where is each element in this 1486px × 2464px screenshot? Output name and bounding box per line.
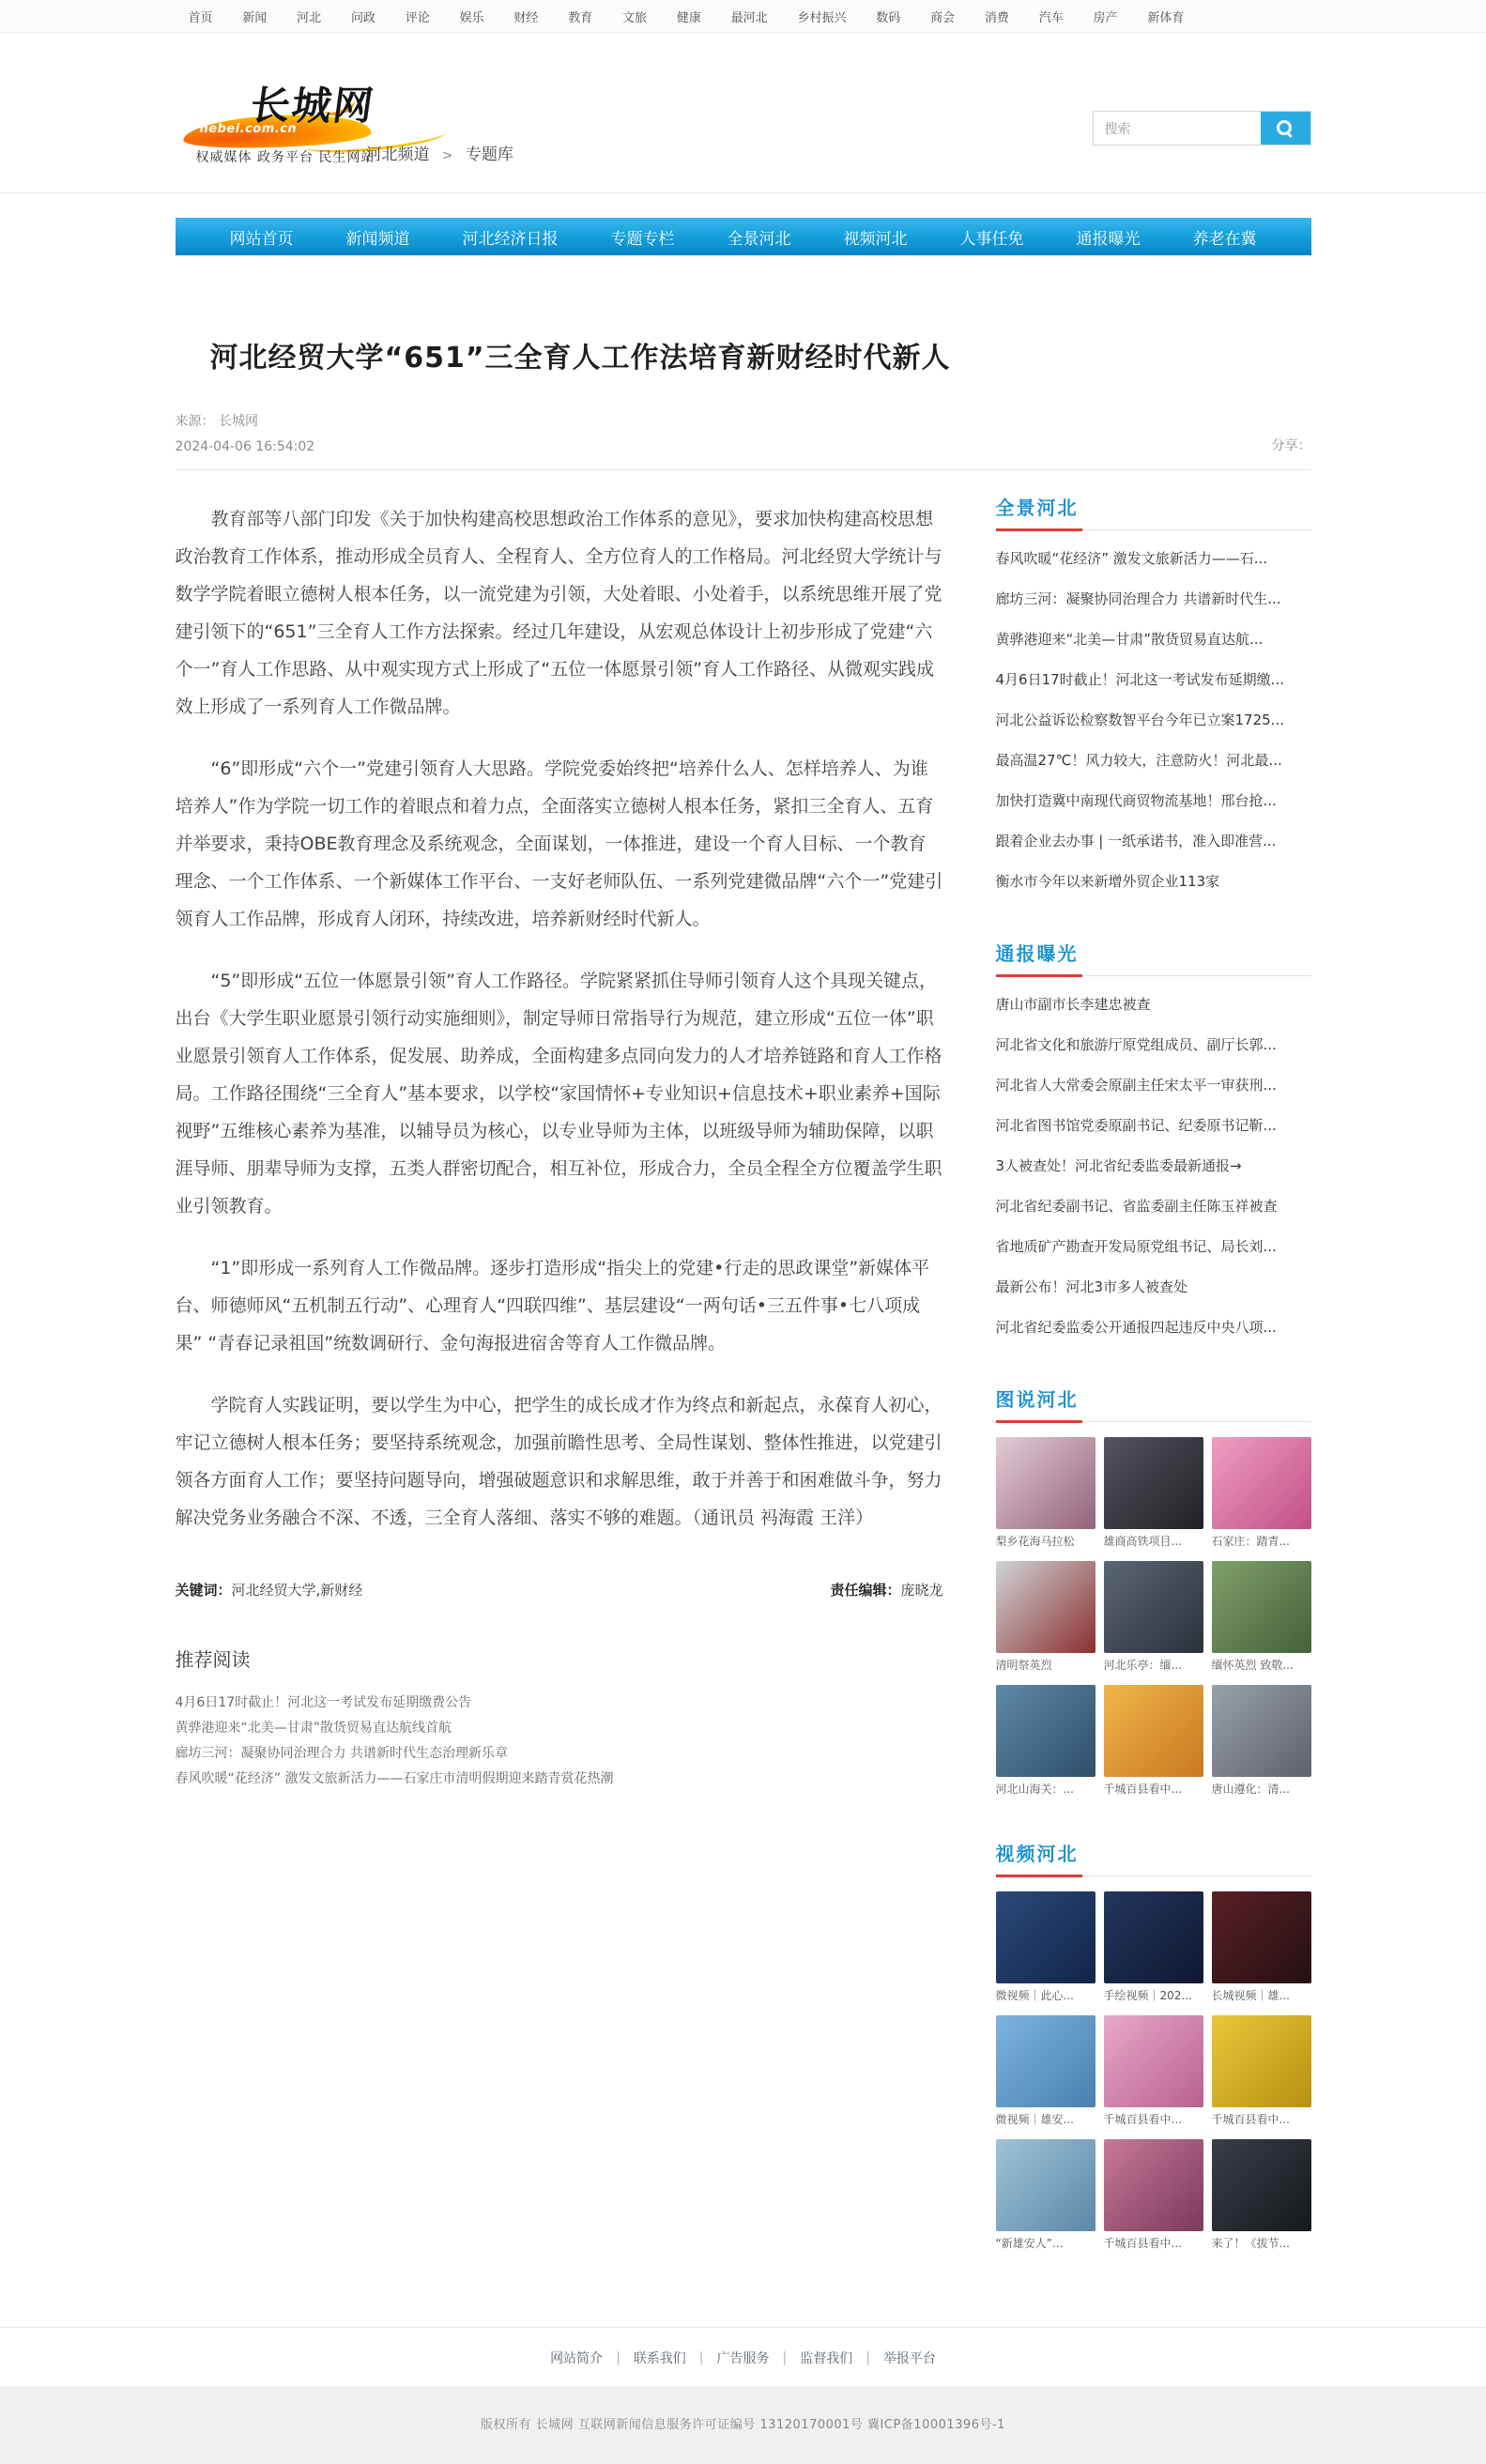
top-nav-realestate[interactable]: 房产	[1093, 10, 1118, 25]
top-nav-comment[interactable]: 评论	[405, 10, 430, 25]
recommend-title: 推荐阅读	[175, 1648, 251, 1671]
top-nav-news[interactable]: 新闻	[242, 10, 268, 25]
video-item[interactable]	[1212, 2015, 1311, 2132]
search-icon	[1276, 119, 1295, 138]
breadcrumb-current[interactable]: 专题库	[466, 145, 514, 164]
top-nav-sports[interactable]: 新体育	[1147, 10, 1185, 25]
main-nav-panorama-hebei[interactable]: 全景河北	[727, 229, 791, 249]
article-paragraph: “5”即形成“五位一体愿景引领”育人工作路径。学院紧紧抓住导师引领育人这个具现关键点，出台《大学生职业愿景引领行动实施细则》，制定导师日常指导行为规范，建立形成“五位一体”职业愿景引领育人工作体系，促发展、助养成，全面构建多点同向发力的人才培养链路和育人工作格局。工作路径围绕“三全育人”基本要求，以学校“家国情怀+专业知识+信息技术+职业素养+国际视野”五维核心素养为基准，以辅导员为核心，以专业导师为主体，以班级导师为辅助保障，以职涯导师、朋辈导师为支撑，五类人群密切配合，相互补位，形成合力，全员全程全方位覆盖学生职业引领教育。	[175, 971, 942, 1217]
photo-caption: 河北山海关：...	[995, 1783, 1074, 1796]
exposure-title: 通报曝光	[995, 942, 1079, 965]
footer-link-report[interactable]: 举报平台	[882, 2351, 936, 2366]
video-thumbnail[interactable]	[996, 1891, 1095, 1983]
video-thumbnail[interactable]	[1104, 1891, 1203, 1983]
photo-thumbnail[interactable]	[1104, 1561, 1203, 1653]
photo-thumbnail[interactable]	[996, 1685, 1095, 1777]
panorama-title: 全景河北	[995, 497, 1079, 519]
main-nav-video-hebei[interactable]: 视频河北	[843, 229, 908, 249]
publish-time: 2024-04-06 16:54:02	[175, 439, 315, 454]
video-caption: 千城百县看中...	[1103, 2113, 1182, 2126]
video-thumbnail[interactable]	[1104, 2015, 1203, 2107]
photo-caption: 唐山遵化：清...	[1211, 1783, 1290, 1796]
site-header	[0, 33, 1486, 193]
photo-thumbnail[interactable]	[996, 1437, 1095, 1529]
keywords-value: 河北经贸大学,新财经	[231, 1582, 363, 1599]
sidebar-section-videos	[996, 1839, 1311, 2256]
logo-text: 长城网	[247, 83, 378, 129]
videos-title: 视频河北	[995, 1843, 1079, 1865]
main-nav-site-home[interactable]: 网站首页	[229, 229, 294, 249]
footer-link-ads[interactable]: 广告服务	[716, 2351, 770, 2366]
photo-item[interactable]	[1104, 1561, 1203, 1677]
video-item[interactable]	[1104, 2139, 1203, 2256]
photo-item[interactable]	[1104, 1437, 1203, 1553]
editor-label: 责任编辑：	[830, 1582, 901, 1599]
top-nav-home[interactable]: 首页	[188, 10, 213, 25]
main-nav-exposure[interactable]: 通报曝光	[1076, 229, 1141, 249]
exposure-list	[996, 984, 1311, 1347]
video-caption: 千城百县看中...	[1211, 2113, 1290, 2126]
photo-caption: 梨乡花海马拉松	[995, 1535, 1075, 1548]
panorama-item[interactable]: 4月6日17时截止！河北这一考试发布延期缴...	[995, 671, 1284, 688]
video-thumbnail[interactable]	[1212, 2139, 1311, 2231]
photo-thumbnail[interactable]	[1212, 1561, 1311, 1653]
copyright-bar: 版权所有 长城网 互联网新闻信息服务许可证编号 13120170001号 冀ICP备10001396号-1	[0, 2386, 1486, 2464]
recommend-item[interactable]: 4月6日17时截止！河北这一考试发布延期缴费公告	[175, 1695, 472, 1710]
editor-value: 庞晓龙	[900, 1582, 943, 1599]
video-item[interactable]	[996, 2015, 1095, 2132]
search-form	[1093, 111, 1311, 145]
photo-thumbnail[interactable]	[996, 1561, 1095, 1653]
main-nav-personnel[interactable]: 人事任免	[959, 229, 1024, 249]
photo-item[interactable]	[996, 1561, 1095, 1677]
article-header	[176, 334, 1311, 470]
footer-link-about[interactable]: 网站简介	[550, 2351, 604, 2366]
footer-separator: |	[866, 2350, 870, 2365]
keywords-row	[176, 1580, 943, 1599]
main-nav-special-topics[interactable]: 专题专栏	[610, 229, 675, 249]
top-utility-bar	[0, 0, 1486, 33]
video-caption: 来了！《拔节...	[1211, 2237, 1290, 2250]
photo-item[interactable]	[1104, 1685, 1203, 1801]
source-value: 长城网	[218, 414, 258, 429]
page-title: 河北经贸大学“651”三全育人工作法培育新财经时代新人	[209, 342, 951, 375]
photo-item[interactable]	[1212, 1685, 1311, 1801]
top-nav-finance[interactable]: 财经	[513, 10, 539, 25]
photo-grid	[996, 1437, 1311, 1801]
video-item[interactable]	[1212, 1891, 1311, 2008]
top-nav-education[interactable]: 教育	[568, 10, 593, 25]
footer-links	[0, 2327, 1486, 2386]
photo-caption: 千城百县看中...	[1103, 1783, 1182, 1796]
top-nav-rural[interactable]: 乡村振兴	[797, 10, 847, 25]
photo-item[interactable]	[996, 1685, 1095, 1801]
video-caption: 千城百县看中...	[1103, 2237, 1182, 2250]
exposure-item[interactable]: 最新公布！河北3市多人被查处	[995, 1278, 1188, 1295]
photo-thumbnail[interactable]	[1104, 1437, 1203, 1529]
top-nav-entertainment[interactable]: 娱乐	[459, 10, 484, 25]
exposure-item[interactable]: 3人被查处！河北省纪委监委最新通报→	[995, 1157, 1242, 1174]
panorama-item[interactable]: 最高温27℃！风力较大，注意防火！河北最...	[995, 752, 1282, 769]
panorama-item[interactable]: 廊坊三河：凝聚协同治理合力 共谱新时代生...	[995, 590, 1281, 607]
article-body	[176, 470, 943, 1792]
sidebar-section-exposure	[996, 939, 1311, 1347]
photo-caption: 雄商高铁项目...	[1103, 1535, 1182, 1548]
article-paragraph: “1”即形成一系列育人工作微品牌。逐步打造形成“指尖上的党建•行走的思政课堂”新媒体平台、师德师风“五机制五行动”、心理育人“四联四维”、基层建设“一两句话•三五件事•七八项成果” “青春记录祖国”统数调研行、金句海报进宿舍等育人工作微品牌。	[175, 1258, 930, 1354]
panorama-item[interactable]: 加快打造冀中南现代商贸物流基地！邢台抢...	[995, 792, 1277, 809]
exposure-item[interactable]: 河北省图书馆党委原副书记、纪委原书记靳...	[995, 1117, 1277, 1134]
video-item[interactable]	[996, 2139, 1095, 2256]
photo-caption: 缅怀英烈 致敬...	[1211, 1659, 1294, 1672]
top-nav	[176, 8, 1185, 25]
breadcrumb-separator: >	[441, 148, 453, 163]
video-caption: 手绘视频｜202...	[1103, 1989, 1192, 2002]
exposure-item[interactable]: 河北省文化和旅游厅原党组成员、副厅长郭...	[995, 1036, 1277, 1053]
main-nav-elderly-care[interactable]: 养老在冀	[1192, 229, 1257, 249]
photos-title: 图说河北	[995, 1388, 1079, 1411]
photo-item[interactable]	[996, 1437, 1095, 1553]
top-nav-auto[interactable]: 汽车	[1038, 10, 1064, 25]
top-nav-wenzheng[interactable]: 问政	[350, 10, 375, 25]
sidebar-section-photos	[996, 1385, 1311, 1801]
photo-caption: 河北乐亭：缅...	[1103, 1659, 1182, 1672]
search-input[interactable]	[1094, 112, 1261, 145]
main-nav	[176, 218, 1311, 255]
site-tagline: 权威媒体 政务平台 民生网站	[195, 150, 375, 165]
video-grid	[996, 1891, 1311, 2256]
main-nav-news-channel[interactable]: 新闻频道	[345, 229, 410, 249]
source-label: 来源：	[175, 414, 215, 429]
video-thumbnail[interactable]	[996, 2015, 1095, 2107]
top-nav-health[interactable]: 健康	[676, 10, 701, 25]
top-nav-culture-tourism[interactable]: 文旅	[622, 10, 648, 25]
exposure-item[interactable]: 河北省人大常委会原副主任宋太平一审获刑...	[995, 1077, 1277, 1094]
search-button[interactable]	[1261, 112, 1310, 145]
panorama-item[interactable]: 衡水市今年以来新增外贸企业113家	[995, 873, 1220, 890]
video-thumbnail[interactable]	[1104, 2139, 1203, 2231]
footer-separator: |	[698, 2350, 704, 2365]
recommend-item[interactable]: 春风吹暖“花经济” 激发文旅新活力——石家庄市清明假期迎来踏青赏花热潮	[175, 1771, 614, 1786]
footer-separator: |	[782, 2350, 788, 2365]
footer-separator: |	[616, 2350, 620, 2365]
panorama-item[interactable]: 春风吹暖“花经济” 激发文旅新活力——石...	[995, 550, 1268, 567]
photo-thumbnail[interactable]	[1212, 1685, 1311, 1777]
video-item[interactable]	[1104, 1891, 1203, 2008]
top-nav-digital[interactable]: 数码	[876, 10, 901, 25]
article-paragraph: 学院育人实践证明，要以学生为中心，把学生的成长成才作为终点和新起点，永葆育人初心，牢记立德树人根本任务；要坚持系统观念，加强前瞻性思考、全局性谋划、整体性推进，以党建引领各方面育人工作；要坚持问题导向，增强破题意识和求解思维，敢于并善于和困难做斗争，努力解决党务业务融合不深、不透，三全育人落细、落实不够的难题。（通讯员 祃海霞 王洋）	[175, 1395, 942, 1528]
photo-caption: 石家庄：踏青...	[1211, 1535, 1290, 1548]
breadcrumb	[366, 141, 514, 164]
top-nav-chamber[interactable]: 商会	[930, 10, 956, 25]
panorama-item[interactable]: 黄骅港迎来“北美—甘肃”散货贸易直达航...	[995, 631, 1264, 648]
article-paragraph: “6”即形成“六个一”党建引领育人大思路。学院党委始终把“培养什么人、怎样培养人、为谁培养人”作为学院一切工作的着眼点和着力点，全面落实立德树人根本任务，紧扣三全育人、五育并举要求，秉持OBE教育理念及系统观念，全面谋划，一体推进，建设一个育人目标、一个教育理念、一个工作体系、一个新媒体工作平台、一支好老师队伍、一系列党建微品牌“六个一”党建引领育人工作品牌，形成育人闭环，持续改进，培养新财经时代新人。	[175, 758, 943, 929]
sidebar-section-panorama	[996, 493, 1311, 901]
logo-domain: hebei.com.cn	[199, 122, 298, 136]
main-nav-economic-daily[interactable]: 河北经济日报	[462, 229, 559, 249]
top-nav-consume[interactable]: 消费	[984, 10, 1009, 25]
video-item[interactable]	[1104, 2015, 1203, 2132]
video-thumbnail[interactable]	[1212, 2015, 1311, 2107]
article-meta	[176, 411, 1311, 470]
photo-caption: 清明祭英烈	[995, 1659, 1052, 1672]
recommend-item[interactable]: 黄骅港迎来“北美—甘肃”散货贸易直达航线首航	[175, 1721, 452, 1736]
photo-item[interactable]	[1212, 1437, 1311, 1553]
exposure-item[interactable]: 省地质矿产勘查开发局原党组书记、局长刘...	[995, 1238, 1277, 1255]
video-caption: “新雄安人”...	[995, 2237, 1064, 2250]
recommend-list	[176, 1691, 943, 1792]
share-label: 分享：	[1271, 438, 1311, 453]
top-nav-hebei[interactable]: 河北	[297, 10, 322, 25]
footer-link-contact[interactable]: 联系我们	[633, 2351, 686, 2366]
keywords-label: 关键词：	[175, 1582, 232, 1599]
article-paragraph: 教育部等八部门印发《关于加快构建高校思想政治工作体系的意见》，要求加快构建高校思想政治教育工作体系，推动形成全员育人、全程育人、全方位育人的工作格局。河北经贸大学统计与数学学院着眼立德树人根本任务，以一流党建为引领，大处着眼、小处着手，以系统思维开展了党建引领下的“651”三全育人工作方法探索。经过几年建设，从宏观总体设计上初步形成了党建“六个一”育人工作思路、从中观实现方式上形成了“五位一体愿景引领”育人工作路径、从微观实践成效上形成了一系列育人工作微品牌。	[175, 509, 942, 717]
video-thumbnail[interactable]	[996, 2139, 1095, 2231]
video-caption: 微视频｜此心...	[995, 1989, 1074, 2002]
exposure-item[interactable]: 河北省纪委监委公开通报四起违反中央八项...	[995, 1319, 1277, 1336]
exposure-item[interactable]: 唐山市副市长李建忠被查	[995, 996, 1151, 1013]
video-caption: 微视频｜雄安...	[995, 2113, 1074, 2126]
footer-link-supervise[interactable]: 监督我们	[800, 2351, 853, 2366]
breadcrumb-channel[interactable]: 河北频道	[365, 145, 430, 164]
panorama-item[interactable]: 跟着企业去办事 | 一纸承诺书，准入即准营...	[995, 833, 1277, 849]
photo-thumbnail[interactable]	[1212, 1437, 1311, 1529]
video-item[interactable]	[1212, 2139, 1311, 2256]
photo-thumbnail[interactable]	[1104, 1685, 1203, 1777]
photo-item[interactable]	[1212, 1561, 1311, 1677]
recommend-item[interactable]: 廊坊三河：凝聚协同治理合力 共谱新时代生态治理新乐章	[175, 1746, 508, 1761]
video-item[interactable]	[996, 1891, 1095, 2008]
video-thumbnail[interactable]	[1212, 1891, 1311, 1983]
panorama-list	[996, 538, 1311, 901]
panorama-item[interactable]: 河北公益诉讼检察数智平台今年已立案1725...	[995, 712, 1284, 728]
exposure-item[interactable]: 河北省纪委副书记、省监委副主任陈玉祥被查	[995, 1198, 1278, 1215]
sidebar	[996, 470, 1311, 2293]
top-nav-zuihebei[interactable]: 最河北	[730, 10, 768, 25]
video-caption: 长城视频｜雄...	[1211, 1989, 1290, 2002]
